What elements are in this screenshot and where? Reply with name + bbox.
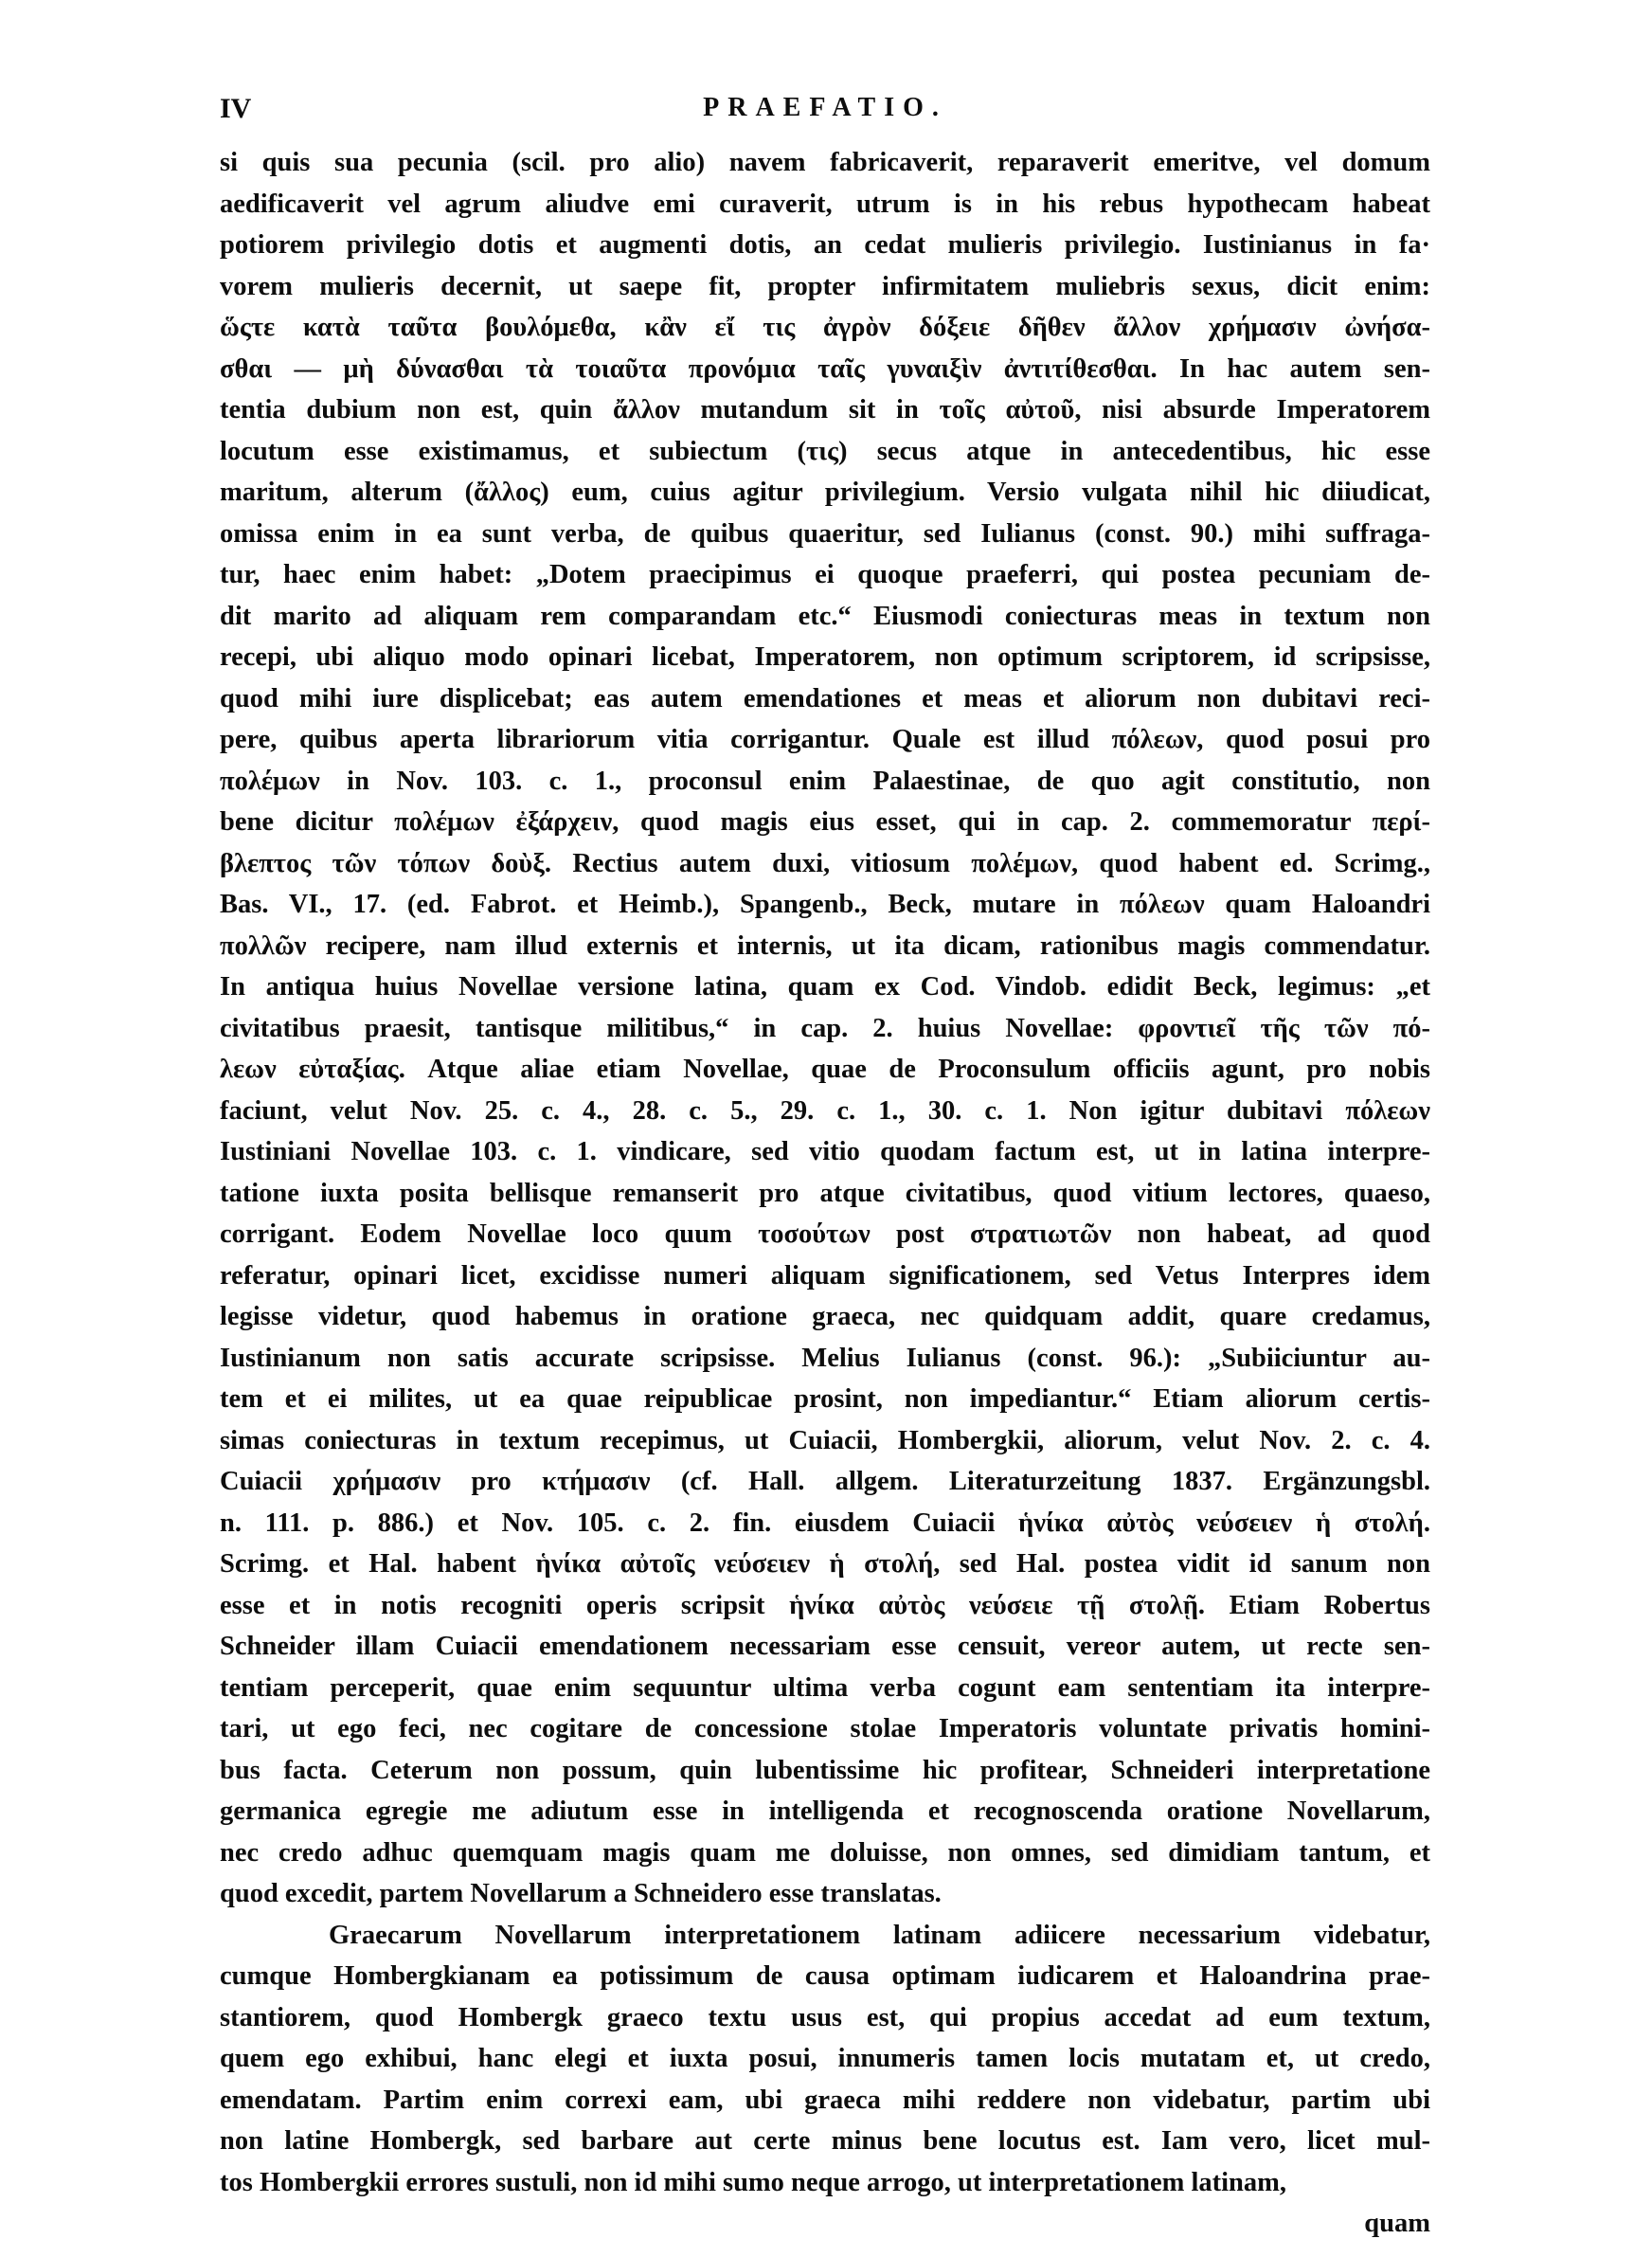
text-line: tos Hombergkii errores sustuli, non id mihi sumo neque arrogo, ut interpretationem latinam, [220,2167,1287,2197]
text-line: πολλῶν recipere, nam illud externis et internis, ut ita dicam, rationibus magis commendatur. [220,930,1430,961]
text-line: n. 111. p. 886.) et Nov. 105. c. 2. fin. eiusdem Cuiacii ἡνίκα αὐτὸς νεύσειεν ἡ στολή. [220,1508,1430,1538]
text-line: stantiorem, quod Hombergk graeco textu usus est, qui propius accedat ad eum textum, [220,2002,1430,2032]
text-line: recepi, ubi aliquo modo opinari licebat, Imperatorem, non optimum scriptorem, id scripsisse, [220,642,1430,672]
text-line: legisse videtur, quod habemus in oratione graeca, nec quidquam addit, quare credamus, [220,1302,1430,1331]
text-line: tem et ei milites, ut ea quae reipublicae prosint, non impediantur.“ Etiam aliorum certis- [220,1384,1430,1414]
text-line: Schneider illam Cuiacii emendationem necessariam esse censuit, vereor autem, ut recte sen- [220,1632,1430,1661]
text-line: omissa enim in ea sunt verba, de quibus quaeritur, sed Iulianus (const. 90.) mihi suffraga- [220,518,1430,549]
text-line: pere, quibus aperta librariorum vitia corrigantur. Quale est illud πόλεων, quod posui pro [220,725,1430,754]
text-line: Bas. VI., 17. (ed. Fabrot. et Heimb.), Spangenb., Beck, mutare in πόλεων quam Haloandri [220,890,1430,919]
text-line: πολέμων in Nov. 103. c. 1., proconsul enim Palaestinae, de quo agit constitutio, non [220,766,1430,796]
text-line: quod mihi iure displicebat; eas autem emendationes et meas et aliorum non dubitavi reci- [220,683,1430,713]
text-line: nec credo adhuc quemquam magis quam me doluisse, non omnes, sed dimidiam tantum, et [220,1837,1430,1868]
text-line: σθαι — μὴ δύνασθαι τὰ τοιαῦτα προνόμια ταῖς γυναιξὶν ἀντιτίθεσθαι. In hac autem sen- [220,353,1430,384]
text-line: βλεπτος τῶν τόπων δοὺξ. Rectius autem duxi, vitiosum πολέμων, quod habent ed. Scrimg., [220,848,1430,878]
paragraph-1 [220,142,1430,1915]
text-line: si quis sua pecunia (scil. pro alio) navem fabricaverit, reparaverit emeritve, vel domum [220,148,1430,177]
text-line: potiorem privilegio dotis et augmenti dotis, an cedat mulieris privilegio. Iustinianus in fa· [220,230,1430,260]
page-number: IV [220,93,252,124]
text-line: tentiam perceperit, quae enim sequuntur ultima verba cogunt eam sententiam ita interpre- [220,1672,1430,1703]
text-line: faciunt, velut Nov. 25. c. 4., 28. c. 5., 29. c. 1., 30. c. 1. Non igitur dubitavi πόλεων [220,1095,1430,1126]
text-line: civitatibus praesit, tantisque militibus,“ in cap. 2. huius Novellae: φροντιεῖ τῆς τῶν πό- [220,1013,1430,1043]
catchword: quam [1364,2209,1430,2238]
text-line: referatur, opinari licet, excidisse numeri aliquam significationem, sed Vetus Interpres idem [220,1260,1430,1291]
text-line: quod excedit, partem Novellarum a Schneidero esse translatas. [220,1879,942,1908]
text-line: germanica egregie me adiutum esse in intelligenda et recognoscenda oratione Novellarum, [220,1797,1430,1826]
text-line: simas coniecturas in textum recepimus, ut Cuiacii, Hombergkii, aliorum, velut Nov. 2. c. 4. [220,1425,1430,1455]
text-line: aedificaverit vel agrum aliudve emi curaverit, utrum is in his rebus hypothecam habeat [220,189,1430,219]
text-line: maritum, alterum (ἄλλος) eum, cuius agitur privilegium. Versio vulgata nihil hic diiudicat, [220,478,1430,507]
text-line: emendatam. Partim enim correxi eam, ubi graeca mihi reddere non videbatur, partim ubi [220,2085,1430,2115]
text-line: locutum esse existimamus, et subiectum (τις) secus atque in antecedentibus, hic esse [220,436,1430,466]
page-header [220,93,1430,142]
text-line: tatione iuxta posita bellisque remanserit pro atque civitatibus, quod vitium lectores, quaeso, [220,1178,1430,1208]
text-line: dit marito ad aliquam rem comparandam etc.“ Eiusmodi coniecturas meas in textum non [220,601,1430,631]
text-line: tur, haec enim habet: „Dotem praecipimus ei quoque praeferri, qui postea pecuniam de- [220,560,1430,589]
text-line: tentia dubium non est, quin ἄλλον mutandum sit in τοῖς αὐτοῦ, nisi absurde Imperatorem [220,395,1430,424]
text-line: quem ego exhibui, hanc elegi et iuxta posui, innumeris tamen locis mutatam et, ut credo, [220,2044,1430,2073]
paragraph-2 [220,1915,1430,2204]
text-line: Iustinianum non satis accurate scripsisse. Melius Iulianus (const. 96.): „Subiiciuntur au- [220,1343,1430,1373]
text-line: vorem mulieris decernit, ut saepe fit, propter infirmitatem muliebris sexus, dicit enim: [220,271,1430,301]
text-line: esse et in notis recogniti operis scripsit ἡνίκα αὐτὸς νεύσειε τῇ στολῇ. Etiam Robertus [220,1590,1430,1620]
page [220,93,1430,2245]
text-line: λεων εὐταξίας. Atque aliae etiam Novellae, quae de Proconsulum officiis agunt, pro nobis [220,1055,1430,1084]
text-line: In antiqua huius Novellae versione latina, quam ex Cod. Vindob. edidit Beck, legimus: „et [220,972,1430,1002]
text-line: corrigant. Eodem Novellae loco quum τοσούτων post στρατιωτῶν non habeat, ad quod [220,1219,1430,1249]
running-title: PRAEFATIO. [703,93,947,122]
text-line: Cuiacii χρήμασιν pro κτήμασιν (cf. Hall. allgem. Literaturzeitung 1837. Ergänzungsbl. [220,1467,1430,1496]
text-line: Graecarum Novellarum interpretationem latinam adiicere necessarium videbatur, [329,1920,1430,1950]
text-line: Scrimg. et Hal. habent ἡνίκα αὐτοῖς νεύσειεν ἡ στολή, sed Hal. postea vidit id sanum non [220,1549,1430,1579]
text-line: non latine Hombergk, sed barbare aut certe minus bene locutus est. Iam vero, licet mul- [220,2126,1430,2156]
text-line: cumque Hombergkianam ea potissimum de causa optimam iudicarem et Haloandrina prae- [220,1961,1430,1991]
text-line: tari, ut ego feci, nec cogitare de concessione stolae Imperatoris voluntate privatis homini- [220,1714,1430,1743]
text-line: ὥςτε κατὰ ταῦτα βουλόμεθα, κἂν εἴ τις ἀγρὸν δόξειε δῆθεν ἄλλον χρήμασιν ὠνήσα- [220,313,1430,342]
text-line: bus facta. Ceterum non possum, quin lubentissime hic profitear, Schneideri interpretatione [220,1755,1430,1785]
text-line: Iustiniani Novellae 103. c. 1. vindicare, sed vitio quodam factum est, ut in latina interpre- [220,1137,1430,1166]
text-line: bene dicitur πολέμων ἐξάρχειν, quod magis eius esset, qui in cap. 2. commemoratur περί- [220,807,1430,837]
